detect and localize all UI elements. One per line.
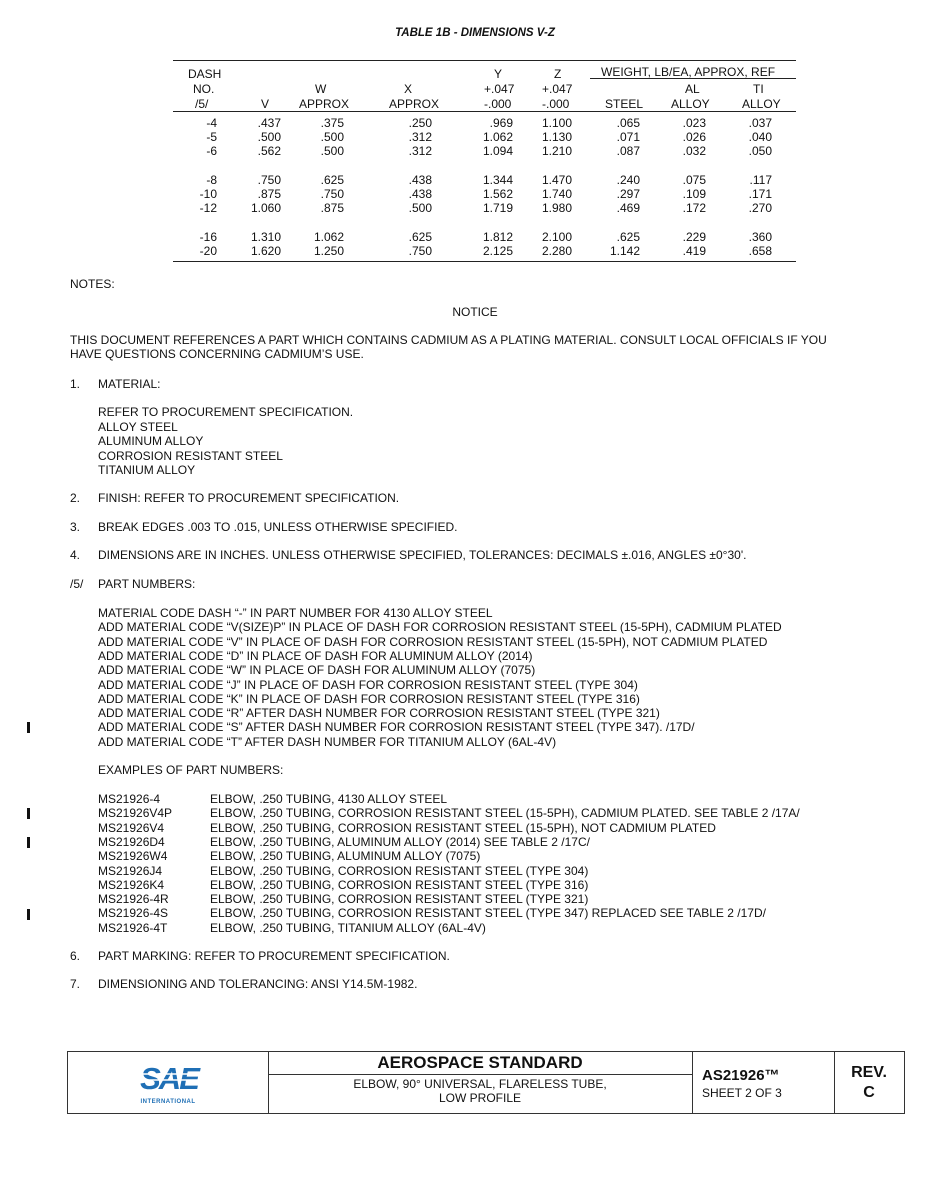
table-cell: .438 bbox=[408, 187, 432, 201]
table-cell: 1.344 bbox=[482, 173, 513, 187]
example-part-number: MS21926-4T bbox=[98, 920, 168, 935]
note-text: DIMENSIONS ARE IN INCHES. UNLESS OTHERWISE SPECIFIED, TOLERANCES: DECIMALS ±.016, ANGLES ±0°30'. bbox=[98, 548, 747, 562]
note-number: 7. bbox=[70, 977, 81, 991]
table-cell: .438 bbox=[408, 173, 432, 187]
header-x: X bbox=[404, 82, 413, 96]
table-cell-dash: -4 bbox=[206, 116, 217, 130]
note-text: PART MARKING: REFER TO PROCUREMENT SPECIFICATION. bbox=[98, 949, 450, 963]
table-cell: .875 bbox=[320, 201, 344, 215]
example-description: ELBOW, .250 TUBING, CORROSION RESISTANT STEEL (15-5PH), NOT CADMIUM PLATED bbox=[210, 820, 716, 835]
table-cell: .360 bbox=[748, 230, 772, 244]
header-z-plus: +.047 bbox=[542, 82, 573, 96]
table-cell: 1.562 bbox=[482, 187, 513, 201]
notice-title: NOTICE bbox=[452, 305, 498, 319]
header-v: V bbox=[261, 97, 270, 111]
table-cell: 1.620 bbox=[250, 244, 281, 258]
table-cell: .500 bbox=[408, 201, 432, 215]
note-text: DIMENSIONING AND TOLERANCING: ANSI Y14.5M-1982. bbox=[98, 977, 418, 991]
example-description: ELBOW, .250 TUBING, ALUMINUM ALLOY (2014) SEE TABLE 2 /17C/ bbox=[210, 834, 590, 849]
table-cell: .071 bbox=[616, 130, 640, 144]
note-number: 3. bbox=[70, 520, 81, 534]
material-code-line: ADD MATERIAL CODE “K” IN PLACE OF DASH FOR CORROSION RESISTANT STEEL (TYPE 316) bbox=[98, 691, 640, 706]
example-part-number: MS21926V4 bbox=[98, 820, 165, 835]
material-line: CORROSION RESISTANT STEEL bbox=[98, 449, 283, 463]
sae-logo-text: SAE bbox=[140, 1061, 198, 1096]
table-cell: 1.719 bbox=[482, 201, 513, 215]
description-line: LOW PROFILE bbox=[438, 1091, 521, 1105]
revision-mark bbox=[27, 909, 30, 920]
sae-logo-subtext: INTERNATIONAL bbox=[140, 1099, 196, 1105]
sae-logo-graphic bbox=[132, 1061, 206, 1105]
table-cell: 1.130 bbox=[541, 130, 572, 144]
table-cell: .625 bbox=[320, 173, 344, 187]
table-cell: .750 bbox=[408, 244, 432, 258]
table-cell-dash: -10 bbox=[199, 187, 217, 201]
header-w-approx: APPROX bbox=[299, 97, 350, 111]
header-y-minus: -.000 bbox=[484, 97, 512, 111]
material-line: REFER TO PROCUREMENT SPECIFICATION. bbox=[98, 405, 354, 419]
table-cell: .270 bbox=[748, 201, 772, 215]
material-line: ALLOY STEEL bbox=[98, 420, 178, 434]
material-code-line: ADD MATERIAL CODE “S” AFTER DASH NUMBER FOR CORROSION RESISTANT STEEL (TYPE 347). /17D/ bbox=[98, 720, 695, 735]
example-description: ELBOW, .250 TUBING, CORROSION RESISTANT STEEL (TYPE 316) bbox=[210, 877, 589, 892]
revision-label: REV. bbox=[851, 1064, 887, 1081]
header-weight: WEIGHT, LB/EA, APPROX, REF bbox=[601, 65, 776, 79]
revision-cell bbox=[834, 1052, 904, 1113]
notes-heading: NOTES: bbox=[70, 277, 115, 291]
title-block bbox=[67, 1051, 905, 1114]
material-line: TITANIUM ALLOY bbox=[98, 463, 196, 477]
table-cell: .032 bbox=[682, 144, 706, 158]
table-cell: .625 bbox=[616, 230, 640, 244]
table-cell: .172 bbox=[682, 201, 706, 215]
header-al: AL bbox=[685, 82, 700, 96]
table-cell-dash: -12 bbox=[199, 201, 217, 215]
header-dash: DASH bbox=[188, 67, 222, 81]
dimensions-table bbox=[173, 60, 796, 262]
example-part-number: MS21926-4S bbox=[98, 906, 169, 921]
material-code-line: ADD MATERIAL CODE “R” AFTER DASH NUMBER FOR CORROSION RESISTANT STEEL (TYPE 321) bbox=[98, 706, 660, 721]
example-description: ELBOW, .250 TUBING, CORROSION RESISTANT STEEL (TYPE 347) REPLACED SEE TABLE 2 /17D/ bbox=[210, 906, 766, 921]
example-part-number: MS21926D4 bbox=[98, 834, 165, 849]
material-line: ALUMINUM ALLOY bbox=[98, 434, 204, 448]
material-code-line: ADD MATERIAL CODE “J” IN PLACE OF DASH FOR CORROSION RESISTANT STEEL (TYPE 304) bbox=[98, 677, 638, 692]
table-cell: 1.100 bbox=[541, 116, 572, 130]
table-cell: 1.470 bbox=[541, 173, 572, 187]
header-ti-alloy: ALLOY bbox=[742, 97, 781, 111]
example-description: ELBOW, .250 TUBING, CORROSION RESISTANT STEEL (TYPE 304) bbox=[210, 863, 589, 878]
header-y-plus: +.047 bbox=[484, 82, 515, 96]
table-cell: .312 bbox=[408, 130, 432, 144]
example-part-number: MS21926-4 bbox=[98, 792, 161, 806]
logo-cell bbox=[68, 1052, 269, 1113]
table-cell: 1.250 bbox=[313, 244, 344, 258]
example-description: ELBOW, .250 TUBING, CORROSION RESISTANT STEEL (15-5PH), CADMIUM PLATED. SEE TABLE 2 /17A/ bbox=[210, 806, 800, 821]
revision-mark bbox=[27, 722, 30, 733]
table-cell: .562 bbox=[257, 144, 281, 158]
title-cell bbox=[268, 1052, 693, 1113]
header-no: NO. bbox=[193, 82, 215, 96]
table-cell: .075 bbox=[682, 173, 706, 187]
table-cell: .375 bbox=[320, 116, 344, 130]
table-cell: 1.210 bbox=[541, 144, 572, 158]
table-cell: .437 bbox=[257, 116, 281, 130]
revision-mark bbox=[27, 837, 30, 848]
header-al-alloy: ALLOY bbox=[671, 97, 710, 111]
table-cell: .312 bbox=[408, 144, 432, 158]
note-text: FINISH: REFER TO PROCUREMENT SPECIFICATION. bbox=[98, 491, 400, 505]
table-cell-dash: -6 bbox=[206, 144, 217, 158]
table-cell: 1.310 bbox=[250, 230, 281, 244]
note-text: MATERIAL: bbox=[98, 377, 161, 391]
table-cell: .500 bbox=[320, 144, 344, 158]
table-cell: 1.980 bbox=[541, 201, 572, 215]
table-cell: .023 bbox=[682, 116, 706, 130]
material-code-line: ADD MATERIAL CODE “V(SIZE)P” IN PLACE OF DASH FOR CORROSION RESISTANT STEEL (15-5PH), CADMIUM PLATED bbox=[98, 620, 782, 635]
table-cell: .500 bbox=[320, 130, 344, 144]
example-part-number: MS21926V4P bbox=[98, 806, 173, 821]
example-part-number: MS21926J4 bbox=[98, 863, 163, 878]
table-cell: .469 bbox=[616, 201, 640, 215]
table-cell: 1.812 bbox=[482, 230, 513, 244]
material-code-line: ADD MATERIAL CODE “V” IN PLACE OF DASH FOR CORROSION RESISTANT STEEL (15-5PH), NOT CADMIUM PLATED bbox=[98, 634, 768, 649]
revision-value: C bbox=[863, 1084, 875, 1101]
header-w: W bbox=[315, 82, 327, 96]
table-cell: 1.142 bbox=[609, 244, 640, 258]
header-z: Z bbox=[554, 67, 562, 81]
standard-heading: AEROSPACE STANDARD bbox=[268, 1052, 692, 1075]
table-cell: .875 bbox=[257, 187, 281, 201]
table-cell: .750 bbox=[257, 173, 281, 187]
example-description: ELBOW, .250 TUBING, 4130 ALLOY STEEL bbox=[210, 792, 448, 806]
table-cell: .065 bbox=[616, 116, 640, 130]
table-cell: .109 bbox=[682, 187, 706, 201]
table-cell: .171 bbox=[748, 187, 772, 201]
table-cell: .087 bbox=[616, 144, 640, 158]
sae-logo bbox=[132, 1061, 206, 1105]
table-cell: 1.062 bbox=[313, 230, 344, 244]
example-description: ELBOW, .250 TUBING, CORROSION RESISTANT STEEL (TYPE 321) bbox=[210, 892, 589, 907]
table-cell: 1.060 bbox=[250, 201, 281, 215]
header-z-minus: -.000 bbox=[542, 97, 570, 111]
table-cell-dash: -8 bbox=[206, 173, 217, 187]
table-cell: 1.062 bbox=[482, 130, 513, 144]
header-x-approx: APPROX bbox=[389, 97, 440, 111]
table-cell: .026 bbox=[682, 130, 706, 144]
header-y: Y bbox=[494, 67, 503, 81]
table-title: TABLE 1B - DIMENSIONS V-Z bbox=[395, 27, 555, 39]
notice-line: HAVE QUESTIONS CONCERNING CADMIUM’S USE. bbox=[70, 347, 364, 361]
material-code-line: ADD MATERIAL CODE “D” IN PLACE OF DASH FOR ALUMINUM ALLOY (2014) bbox=[98, 648, 533, 663]
sheet-number: SHEET 2 OF 3 bbox=[702, 1086, 782, 1100]
table-cell: .969 bbox=[489, 116, 513, 130]
material-code-line: ADD MATERIAL CODE “W” IN PLACE OF DASH FOR ALUMINUM ALLOY (7075) bbox=[98, 663, 536, 678]
table-cell: .037 bbox=[748, 116, 772, 130]
material-code-line: MATERIAL CODE DASH “-” IN PART NUMBER FOR 4130 ALLOY STEEL bbox=[98, 606, 493, 620]
example-part-number: MS21926K4 bbox=[98, 877, 165, 892]
table-cell: .250 bbox=[408, 116, 432, 130]
note-number: 4. bbox=[70, 548, 81, 562]
table-cell: .297 bbox=[616, 187, 640, 201]
table-cell: 1.094 bbox=[482, 144, 513, 158]
example-description: ELBOW, .250 TUBING, ALUMINUM ALLOY (7075) bbox=[210, 849, 481, 864]
table-cell-dash: -5 bbox=[206, 130, 217, 144]
table-cell: .500 bbox=[257, 130, 281, 144]
table-cell: 2.125 bbox=[482, 244, 513, 258]
note-number: 2. bbox=[70, 491, 81, 505]
example-part-number: MS21926W4 bbox=[98, 849, 168, 864]
table-cell: .229 bbox=[682, 230, 706, 244]
table-cell-dash: -20 bbox=[199, 244, 217, 258]
header-ti: TI bbox=[753, 82, 764, 96]
table-cell: .658 bbox=[748, 244, 772, 258]
table-cell: .750 bbox=[320, 187, 344, 201]
table-cell: 2.100 bbox=[541, 230, 572, 244]
header-steel: STEEL bbox=[605, 97, 644, 111]
table-cell: .117 bbox=[749, 173, 772, 187]
example-part-number: MS21926-4R bbox=[98, 892, 169, 907]
material-code-line: ADD MATERIAL CODE “T” AFTER DASH NUMBER FOR TITANIUM ALLOY (6AL-4V) bbox=[98, 734, 557, 749]
table-cell: 2.280 bbox=[541, 244, 572, 258]
table-cell-dash: -16 bbox=[199, 230, 217, 244]
note-text: BREAK EDGES .003 TO .015, UNLESS OTHERWISE SPECIFIED. bbox=[98, 520, 458, 534]
table-cell: .240 bbox=[616, 173, 640, 187]
document-number: AS21926™ bbox=[702, 1067, 780, 1084]
note-number: 1. bbox=[70, 377, 81, 391]
header-note5: /5/ bbox=[195, 97, 209, 111]
note-number: /5/ bbox=[70, 577, 84, 591]
note-number: 6. bbox=[70, 949, 81, 963]
table-cell: .419 bbox=[682, 244, 706, 258]
document-cell bbox=[692, 1052, 835, 1113]
revision-mark bbox=[27, 808, 30, 819]
part-description bbox=[268, 1077, 692, 1105]
table-cell: .040 bbox=[748, 130, 772, 144]
table-cell: 1.740 bbox=[541, 187, 572, 201]
examples-heading: EXAMPLES OF PART NUMBERS: bbox=[98, 763, 284, 777]
note-text: PART NUMBERS: bbox=[98, 577, 196, 591]
example-description: ELBOW, .250 TUBING, TITANIUM ALLOY (6AL-4V) bbox=[210, 920, 486, 935]
table-cell: .625 bbox=[408, 230, 432, 244]
notice-line: THIS DOCUMENT REFERENCES A PART WHICH CONTAINS CADMIUM AS A PLATING MATERIAL. CONSULT LOCAL OFFICIALS IF YOU bbox=[70, 333, 827, 347]
table-cell: .050 bbox=[748, 144, 772, 158]
description-line: ELBOW, 90° UNIVERSAL, FLARELESS TUBE, bbox=[353, 1077, 607, 1091]
